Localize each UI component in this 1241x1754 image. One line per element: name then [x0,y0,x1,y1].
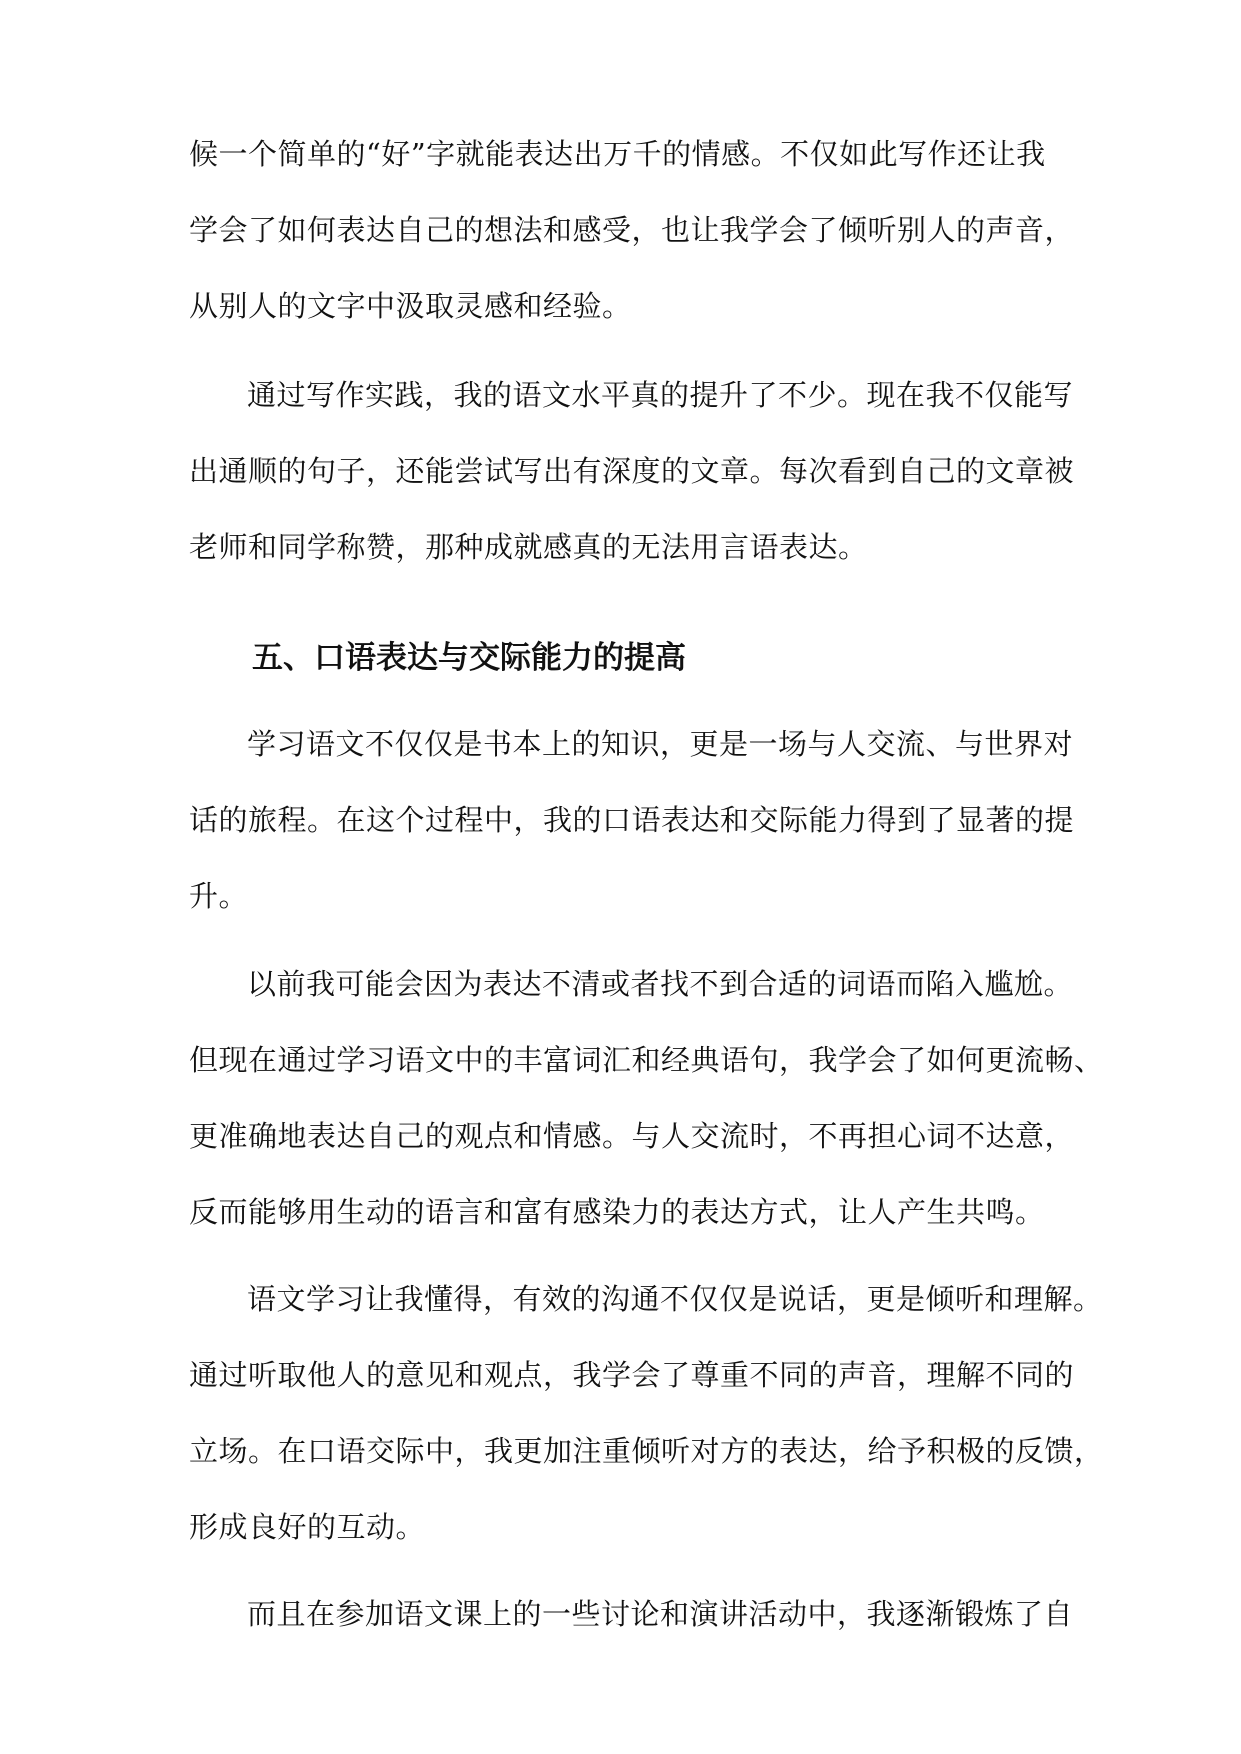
text-line: 更准确地表达自己的观点和情感。与人交流时，不再担心词不达意， [189,1119,1075,1153]
text-line: 以前我可能会因为表达不清或者找不到合适的词语而陷入尴尬。 [247,967,1074,1001]
text-line: 语文学习让我懂得，有效的沟通不仅仅是说话，更是倾听和理解。 [247,1282,1103,1316]
text-line: 反而能够用生动的语言和富有感染力的表达方式，让人产生共鸣。 [189,1195,1045,1229]
text-line: 老师和同学称赞，那种成就感真的无法用言语表达。 [189,530,868,564]
text-line: 通过写作实践，我的语文水平真的提升了不少。现在我不仅能写 [247,378,1074,412]
text-line: 而且在参加语文课上的一些讨论和演讲活动中，我逐渐锻炼了自 [247,1597,1074,1631]
text-line: 从别人的文字中汲取灵感和经验。 [189,289,632,323]
text-line: 立场。在口语交际中，我更加注重倾听对方的表达，给予积极的反馈， [189,1434,1104,1468]
text-line: 话的旅程。在这个过程中，我的口语表达和交际能力得到了显著的提 [189,803,1075,837]
text-line: 通过听取他人的意见和观点，我学会了尊重不同的声音，理解不同的 [189,1358,1075,1392]
text-line: 但现在通过学习语文中的丰富词汇和经典语句，我学会了如何更流畅、 [189,1043,1104,1077]
text-line: 候一个简单的“好”字就能表达出万千的情感。不仅如此写作还让我 [189,137,1046,171]
text-line: 学习语文不仅仅是书本上的知识，更是一场与人交流、与世界对 [247,727,1074,761]
text-line: 形成良好的互动。 [189,1510,426,1544]
text-line: 学会了如何表达自己的想法和感受，也让我学会了倾听别人的声音， [189,213,1075,247]
text-line: 出通顺的句子，还能尝试写出有深度的文章。每次看到自己的文章被 [189,454,1075,488]
section-heading: 五、口语表达与交际能力的提高 [252,640,686,676]
text-line: 升。 [189,879,249,913]
